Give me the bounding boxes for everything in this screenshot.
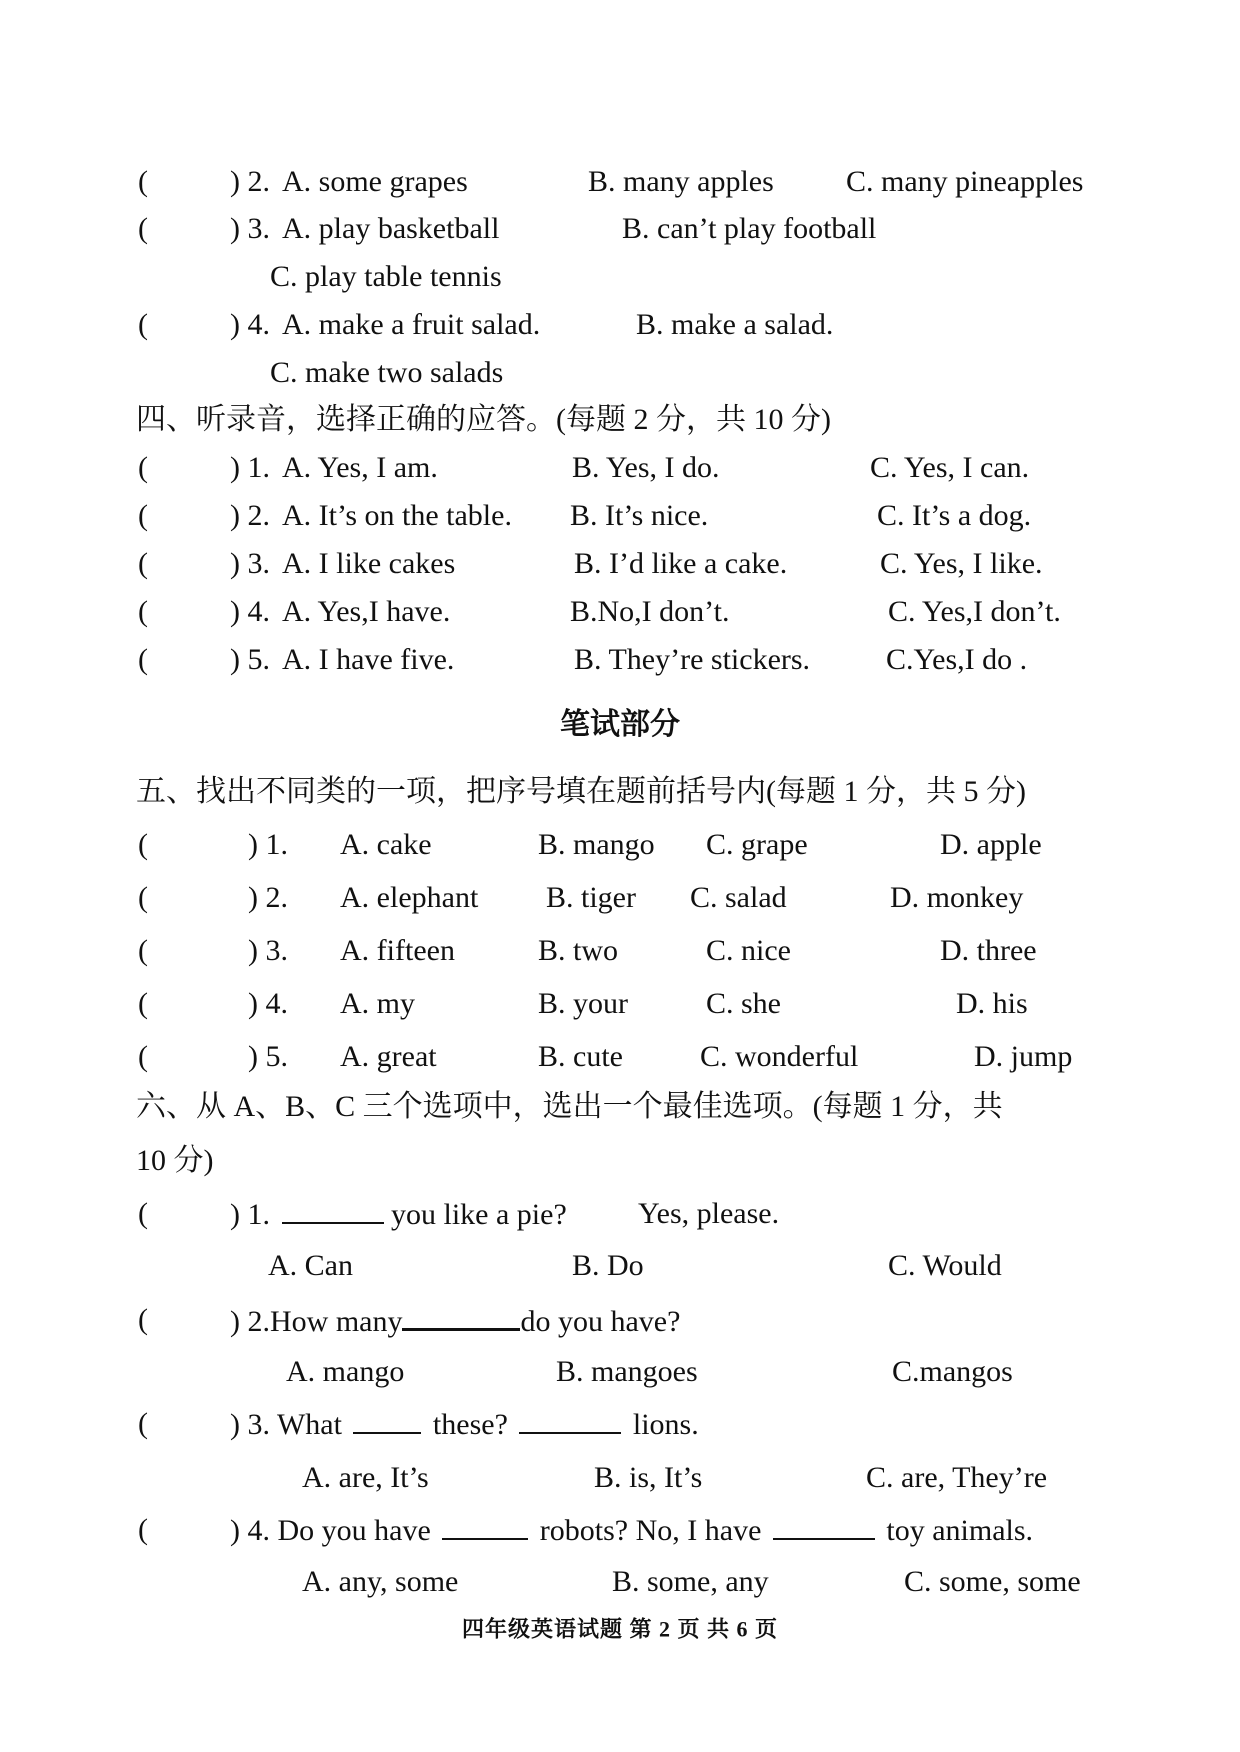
question-text: ) 3. What <box>230 1408 342 1441</box>
option-a: A. Can <box>268 1249 353 1282</box>
fill-blank-2[interactable] <box>773 1512 875 1540</box>
answer-paren-open[interactable]: ( <box>138 1513 148 1546</box>
answer-paren-open[interactable]: ( <box>138 451 148 484</box>
item-number: ) 1. <box>230 451 270 484</box>
item-number <box>230 1302 680 1340</box>
page-footer: 四年级英语试题 第 2 页 共 6 页 <box>461 1616 778 1642</box>
option-b: B. I’d like a cake. <box>574 547 788 580</box>
option-c: C. grape <box>706 828 808 861</box>
option-a: A. my <box>340 987 415 1020</box>
item-number: ) 4. <box>230 595 270 628</box>
item-number <box>230 1512 1033 1549</box>
option-c: C. play table tennis <box>270 260 502 293</box>
option-b: B. two <box>538 934 619 967</box>
option-a: A. play basketball <box>282 212 500 245</box>
option-c: C.mangos <box>892 1355 1013 1388</box>
item-number: ) 4. <box>230 308 270 341</box>
option-c: C. It’s a dog. <box>877 499 1032 532</box>
section-6-heading-line1: 六、从 A、B、C 三个选项中，选出一个最佳选项。(每题 1 分，共 <box>136 1090 1003 1123</box>
item-number: ) 2. <box>230 165 270 198</box>
option-a: A. make a fruit salad. <box>282 308 541 341</box>
written-part-title: 笔试部分 <box>560 708 680 741</box>
option-d: D. jump <box>974 1040 1073 1073</box>
option-b: B. many apples <box>588 165 774 198</box>
option-c: C. salad <box>690 881 787 914</box>
option-c: C. Would <box>888 1249 1002 1282</box>
option-b: B. It’s nice. <box>570 499 709 532</box>
option-d: D. his <box>956 987 1028 1020</box>
item-number-text: ) 1. <box>230 1198 270 1231</box>
answer-paren-open[interactable]: ( <box>138 212 148 245</box>
answer-paren-open[interactable]: ( <box>138 881 148 914</box>
option-b: B. can’t play football <box>622 212 877 245</box>
section-5-heading-text: 五、找出不同类的一项，把序号填在题前括号内(每题 1 分，共 5 分) <box>136 775 1026 808</box>
option-b: B. tiger <box>546 881 636 914</box>
item-number <box>230 1406 699 1443</box>
fill-blank[interactable] <box>402 1302 520 1331</box>
answer-paren-open[interactable]: ( <box>138 934 148 967</box>
answer-paren-open[interactable]: ( <box>138 1197 148 1230</box>
question-text: you like a pie? <box>391 1198 567 1231</box>
item-number: ) 4. <box>248 987 288 1020</box>
option-a: A. elephant <box>340 881 479 914</box>
option-a: A. It’s on the table. <box>282 499 512 532</box>
fill-blank-2[interactable] <box>519 1406 621 1434</box>
item-number: ) 2. <box>248 881 288 914</box>
option-a: A. any, some <box>302 1565 459 1598</box>
item-number: ) 2. <box>230 499 270 532</box>
item-number: ) 1. <box>248 828 288 861</box>
option-d: D. apple <box>940 828 1042 861</box>
answer-paren-open[interactable]: ( <box>138 499 148 532</box>
question-text: ) 2.How many <box>230 1305 403 1338</box>
answer-paren-open[interactable]: ( <box>138 1303 148 1336</box>
option-c: C. wonderful <box>700 1040 859 1073</box>
option-a: A. I have five. <box>282 643 455 676</box>
fill-blank[interactable] <box>442 1512 528 1540</box>
option-c: C. some, some <box>904 1565 1081 1598</box>
option-b: B. They’re stickers. <box>574 643 811 676</box>
option-b: B. is, It’s <box>594 1461 703 1494</box>
option-c: C. many pineapples <box>846 165 1084 198</box>
option-d: D. monkey <box>890 881 1024 914</box>
option-a: A. great <box>340 1040 437 1073</box>
answer-paren-open[interactable]: ( <box>138 1407 148 1440</box>
item-number <box>230 1196 567 1233</box>
question-answer: lions. <box>632 1408 699 1441</box>
question-text: ) 4. Do you have <box>230 1514 431 1547</box>
section-6-heading-line2: 10 分) <box>136 1144 214 1177</box>
option-c: C. nice <box>706 934 791 967</box>
option-a: A. Yes,I have. <box>282 595 451 628</box>
answer-paren-open[interactable]: ( <box>138 828 148 861</box>
answer-paren-open[interactable]: ( <box>138 308 148 341</box>
section-4-heading-text: 四、听录音，选择正确的应答。(每题 2 分，共 10 分) <box>136 403 831 436</box>
item-number: ) 5. <box>248 1040 288 1073</box>
answer-paren-open[interactable]: ( <box>138 595 148 628</box>
fill-blank[interactable] <box>282 1196 384 1224</box>
option-c: C.Yes,I do . <box>886 643 1028 676</box>
option-b: B. make a salad. <box>636 308 834 341</box>
option-a: A. cake <box>340 828 432 861</box>
answer-paren-open[interactable]: ( <box>138 987 148 1020</box>
question-answer: Yes, please. <box>638 1197 780 1230</box>
item-number: ) 3. <box>248 934 288 967</box>
option-c: C. Yes,I don’t. <box>888 595 1061 628</box>
item-number: ) 3. <box>230 547 270 580</box>
option-b: B. your <box>538 987 628 1020</box>
option-a: A. fifteen <box>340 934 455 967</box>
option-c: C. Yes, I like. <box>880 547 1043 580</box>
option-b: B.No,I don’t. <box>570 595 730 628</box>
question-text-end: toy animals. <box>886 1514 1034 1547</box>
option-b: B. mango <box>538 828 655 861</box>
option-b: B. mangoes <box>556 1355 698 1388</box>
question-text-cont: these? <box>432 1408 508 1441</box>
option-c: C. Yes, I can. <box>870 451 1030 484</box>
option-a: A. some grapes <box>282 165 468 198</box>
answer-paren-open[interactable]: ( <box>138 643 148 676</box>
fill-blank[interactable] <box>353 1406 421 1434</box>
answer-paren-open[interactable]: ( <box>138 165 148 198</box>
option-b: B. some, any <box>612 1565 769 1598</box>
option-d: D. three <box>940 934 1037 967</box>
option-a: A. mango <box>286 1355 405 1388</box>
option-a: A. are, It’s <box>302 1461 429 1494</box>
option-c: C. she <box>706 987 781 1020</box>
question-text-cont: robots? No, I have <box>539 1514 762 1547</box>
option-b: B. Yes, I do. <box>572 451 720 484</box>
option-b: B. Do <box>572 1249 644 1282</box>
answer-paren-open[interactable]: ( <box>138 1040 148 1073</box>
question-text-cont: do you have? <box>520 1305 681 1338</box>
option-a: A. Yes, I am. <box>282 451 438 484</box>
option-c: C. make two salads <box>270 356 504 389</box>
item-number: ) 5. <box>230 643 270 676</box>
item-number: ) 3. <box>230 212 270 245</box>
option-b: B. cute <box>538 1040 623 1073</box>
option-c: C. are, They’re <box>866 1461 1048 1494</box>
answer-paren-open[interactable]: ( <box>138 547 148 580</box>
option-a: A. I like cakes <box>282 547 456 580</box>
